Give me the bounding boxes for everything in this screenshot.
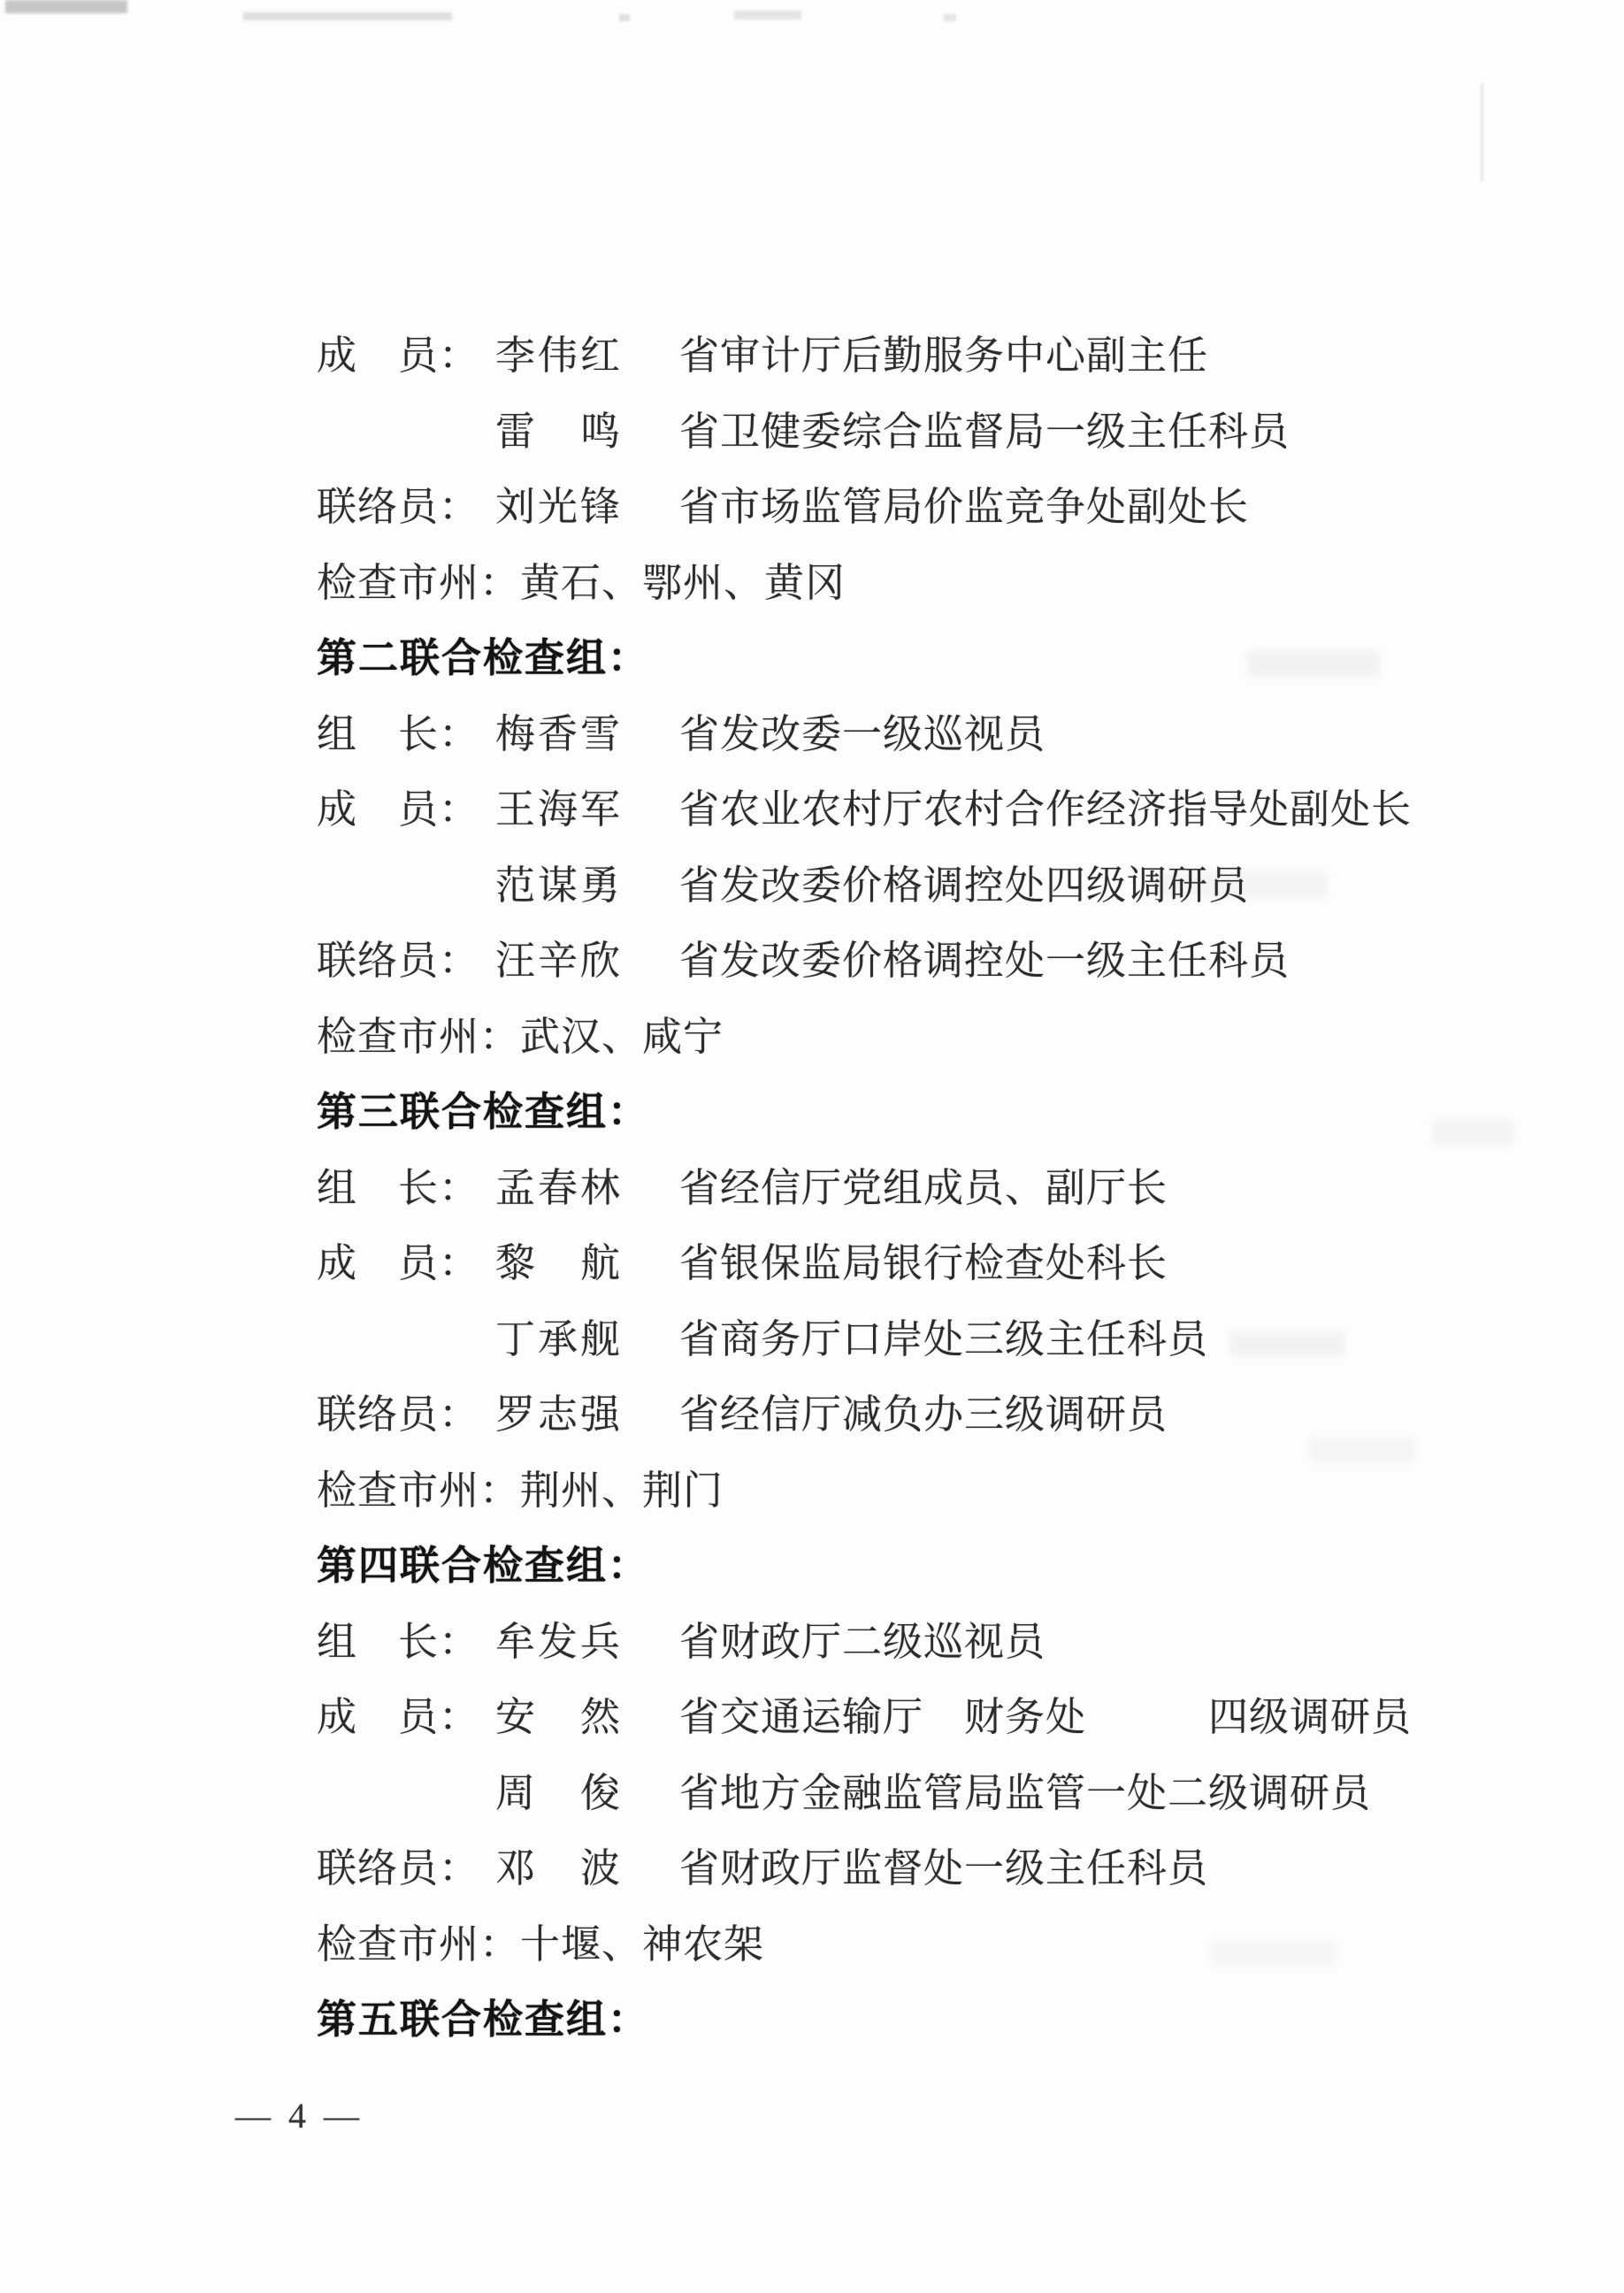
member-name: 范谋勇 [495,863,624,908]
member-role-label: 成 员： [317,1695,480,1739]
member-title: 省卫健委综合监督局一级主任科员 [679,409,1291,454]
inspection-cities-line: 检查市州：荆州、荆门 [317,1468,724,1513]
member-line [317,1302,1458,1378]
member-line [317,1831,1458,1907]
inspection-cities-line: 检查市州：黄石、鄂州、黄冈 [317,560,846,605]
group-heading: 第四联合检查组： [317,1544,650,1588]
member-line [317,470,1458,546]
member-name: 安 然 [495,1695,624,1739]
member-line [317,1605,1458,1681]
member-role-label: 组 长： [317,1165,480,1210]
scan-artifact [243,12,452,20]
member-title: 省经信厅减负办三级调研员 [679,1392,1168,1437]
member-line [317,1226,1458,1302]
member-name: 孟春林 [495,1165,624,1210]
member-role-label: 成 员： [317,334,480,378]
scan-artifact [5,0,127,13]
member-name: 邓 波 [495,1846,624,1890]
member-line [317,848,1458,924]
member-role-label: 联络员： [317,1392,480,1437]
member-name: 周 俊 [495,1770,624,1815]
scan-artifact [619,14,630,21]
member-title: 省发改委一级巡视员 [679,711,1046,756]
member-role-label: 联络员： [317,939,480,983]
group-heading: 第三联合检查组： [317,1090,650,1134]
member-line [317,772,1458,848]
member-title: 省地方金融监管局监管一处二级调研员 [679,1770,1372,1815]
member-name: 李伟红 [495,334,624,378]
member-title: 省财政厅二级巡视员 [679,1619,1046,1664]
member-role-label: 联络员： [317,1846,480,1890]
member-title: 省财政厅监督处一级主任科员 [679,1846,1209,1890]
member-line [317,1680,1458,1756]
member-role-label: 联络员： [317,485,480,529]
member-title: 省农业农村厅农村合作经济指导处副处长 [679,787,1413,832]
member-title: 省银保监局银行检查处科长 [679,1241,1168,1285]
group-heading: 第五联合检查组： [317,1998,650,2042]
inspection-cities-line: 检查市州：武汉、咸宁 [317,1014,724,1059]
member-name: 雷 鸣 [495,409,624,454]
member-title: 省发改委价格调控处四级调研员 [679,863,1250,908]
member-line [317,318,1458,395]
member-name: 丁承舰 [495,1316,624,1361]
scan-artifact [944,14,956,21]
member-line [317,1377,1458,1453]
scan-artifact [1481,84,1483,181]
member-title: 省经信厅党组成员、副厅长 [679,1165,1168,1210]
member-name: 罗志强 [495,1392,624,1437]
member-name: 牟发兵 [495,1619,624,1664]
member-role-label: 组 长： [317,1619,480,1664]
page-number: — 4 — [235,2096,364,2136]
group-heading: 第二联合检查组： [317,636,650,680]
member-title: 省市场监管局价监竞争处副处长 [679,485,1250,529]
member-line [317,1756,1458,1832]
scan-artifact [734,11,801,19]
member-role-label: 成 员： [317,787,480,832]
member-title: 省交通运输厅 财务处 四级调研员 [679,1695,1413,1739]
inspection-cities-line: 检查市州：十堰、神农架 [317,1921,765,1967]
member-name: 王海军 [495,787,624,832]
member-name: 梅香雪 [495,711,624,756]
member-role-label: 组 长： [317,711,480,756]
document-body [317,318,1458,2059]
member-name: 汪辛欣 [495,939,624,983]
member-title: 省审计厅后勤服务中心副主任 [679,334,1209,378]
member-title: 省发改委价格调控处一级主任科员 [679,939,1291,983]
member-name: 黎 航 [495,1241,624,1285]
member-name: 刘光锋 [495,485,624,529]
member-line [317,924,1458,1000]
member-line [317,1151,1458,1227]
member-title: 省商务厅口岸处三级主任科员 [679,1316,1209,1361]
member-role-label: 成 员： [317,1241,480,1285]
member-line [317,697,1458,773]
member-line [317,395,1458,471]
